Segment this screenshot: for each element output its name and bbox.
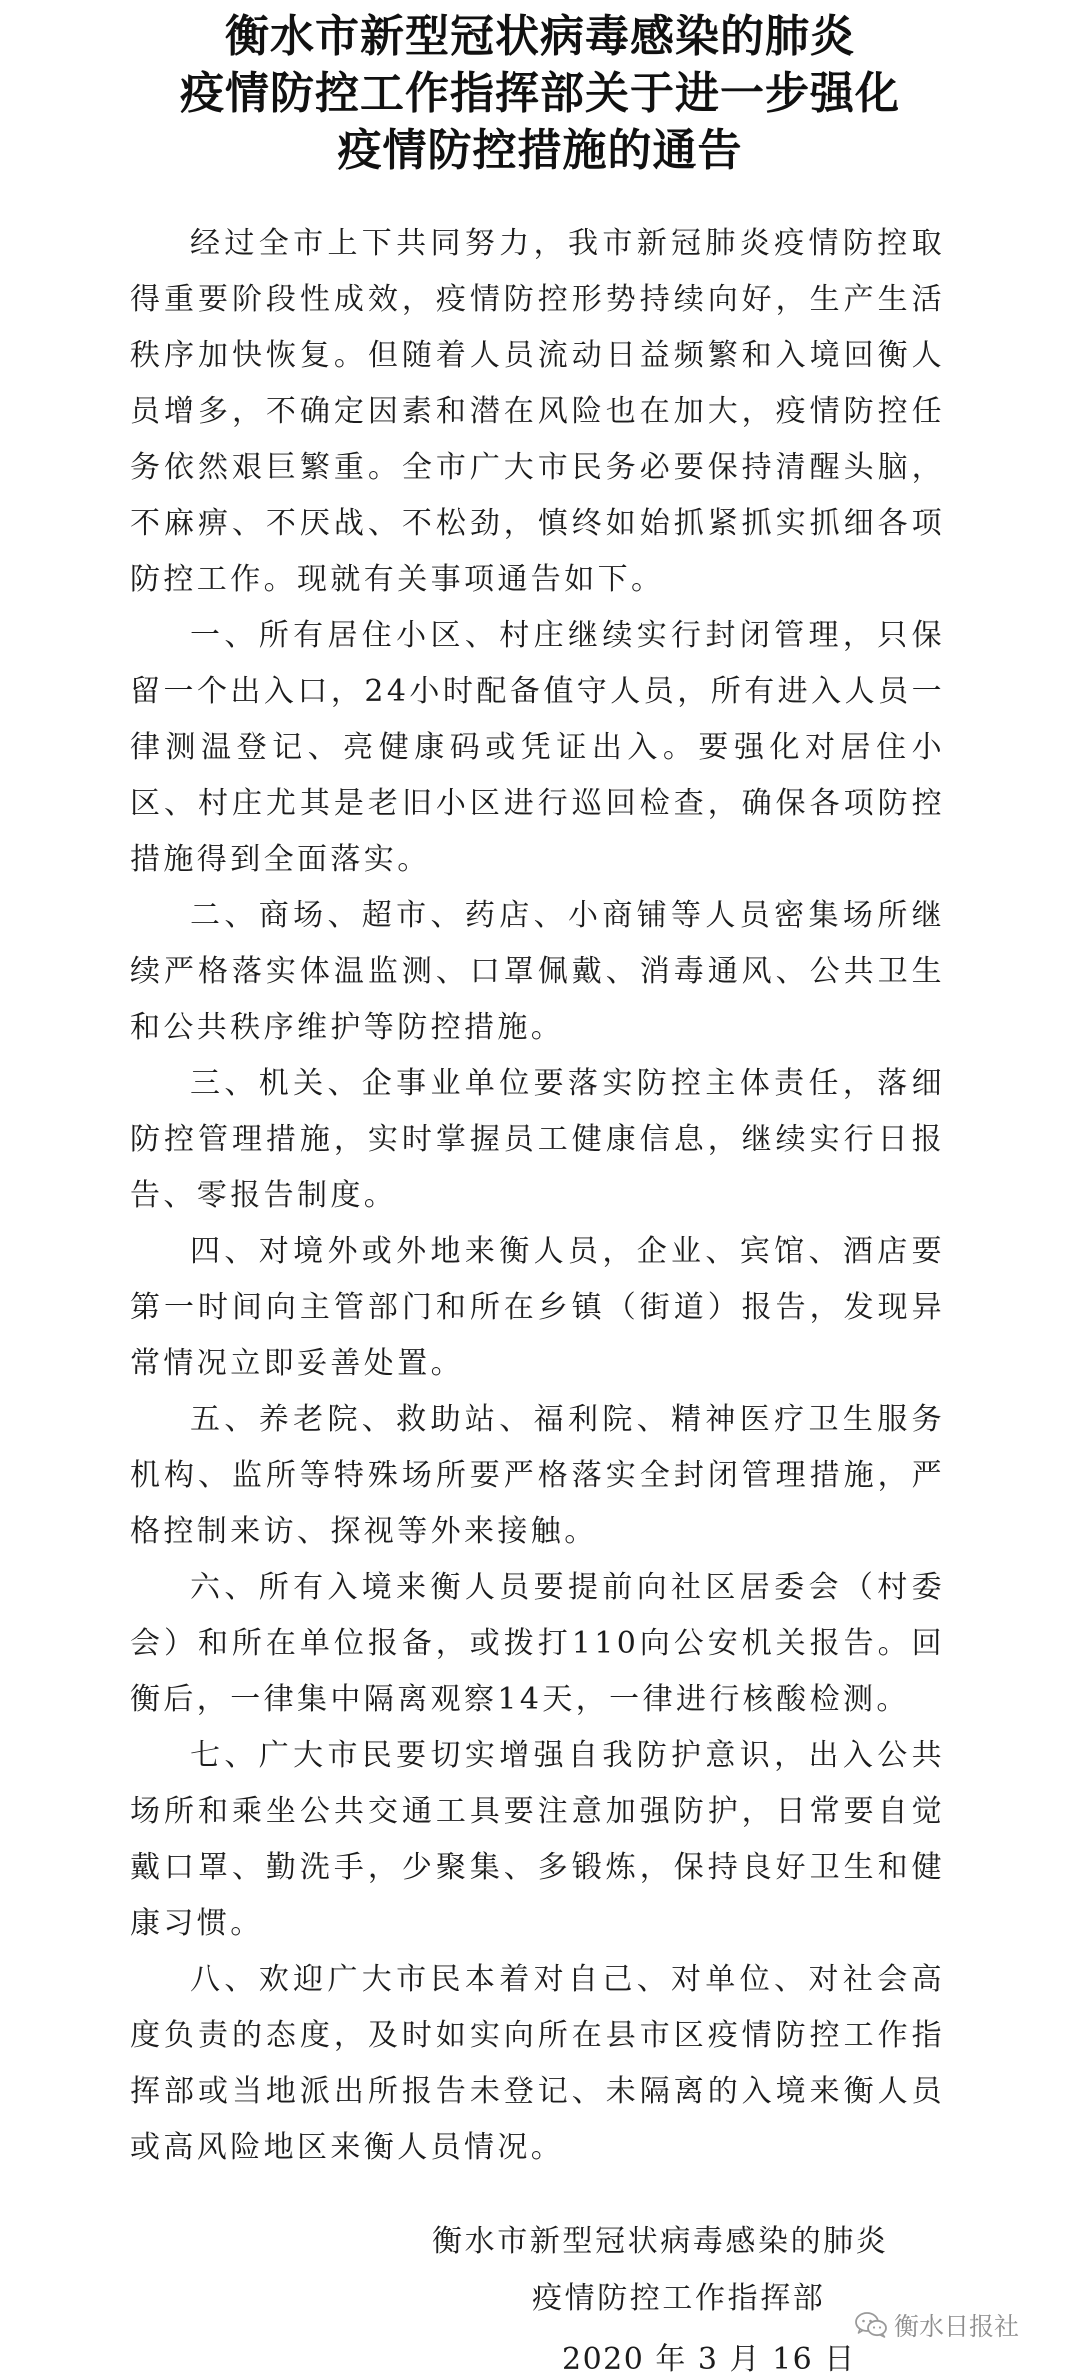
item-paragraph-8: 八、欢迎广大市民本着对自己、对单位、对社会高度负责的态度，及时如实向所在县市区疫情防控工作指挥部或当地派出所报告未登记、未隔离的入境来衡人员或高风险地区来衡人员情况。 [130,1962,945,2165]
signature-org-line-1: 衡水市新型冠状病毒感染的肺炎 [432,2224,889,2259]
watermark-text: 衡水日报社 [894,2312,1020,2341]
signature-org-line-2: 疫情防控工作指挥部 [532,2281,826,2316]
item-paragraph-4: 四、对境外或外地来衡人员，企业、宾馆、酒店要第一时间向主管部门和所在乡镇（街道）报告，发现异常情况立即妥善处置。 [130,1234,945,1381]
intro-paragraph: 经过全市上下共同努力，我市新冠肺炎疫情防控取得重要阶段性成效，疫情防控形势持续向好，生产生活秩序加快恢复。但随着人员流动日益频繁和入境回衡人员增多，不确定因素和潜在风险也在加大，疫情防控任务依然艰巨繁重。全市广大市民务必要保持清醒头脑，不麻痹、不厌战、不松劲，慎终如始抓紧抓实抓细各项防控工作。现就有关事项通告如下。 [130,226,945,597]
item-paragraph-3: 三、机关、企事业单位要落实防控主体责任，落细防控管理措施，实时掌握员工健康信息，继续实行日报告、零报告制度。 [130,1066,945,1213]
notice-title [0,8,1080,179]
wechat-icon [854,2311,888,2339]
item-paragraph-5: 五、养老院、救助站、福利院、精神医疗卫生服务机构、监所等特殊场所要严格落实全封闭管理措施，严格控制来访、探视等外来接触。 [130,1402,945,1549]
title-line-2: 疫情防控工作指挥部关于进一步强化 [180,68,900,119]
item-paragraph-7: 七、广大市民要切实增强自我防护意识，出入公共场所和乘坐公共交通工具要注意加强防护，日常要自觉戴口罩、勤洗手，少聚集、多锻炼，保持良好卫生和健康习惯。 [130,1738,945,1941]
title-line-1: 衡水市新型冠状病毒感染的肺炎 [225,11,855,62]
item-paragraph-6: 六、所有入境来衡人员要提前向社区居委会（村委会）和所在单位报备，或拨打110向公安机关报告。回衡后，一律集中隔离观察14天，一律进行核酸检测。 [130,1570,945,1717]
signature-date: 2020 年 3 月 16 日 [562,2342,856,2377]
title-line-3: 疫情防控措施的通告 [337,125,743,176]
item-paragraph-2: 二、商场、超市、药店、小商铺等人员密集场所继续严格落实体温监测、口罩佩戴、消毒通风、公共卫生和公共秩序维护等防控措施。 [130,898,945,1045]
notice-body [130,216,945,2176]
item-paragraph-1: 一、所有居住小区、村庄继续实行封闭管理，只保留一个出入口，24小时配备值守人员，所有进入人员一律测温登记、亮健康码或凭证出入。要强化对居住小区、村庄尤其是老旧小区进行巡回检查，确保各项防控措施得到全面落实。 [130,618,945,877]
watermark [854,2307,1019,2343]
